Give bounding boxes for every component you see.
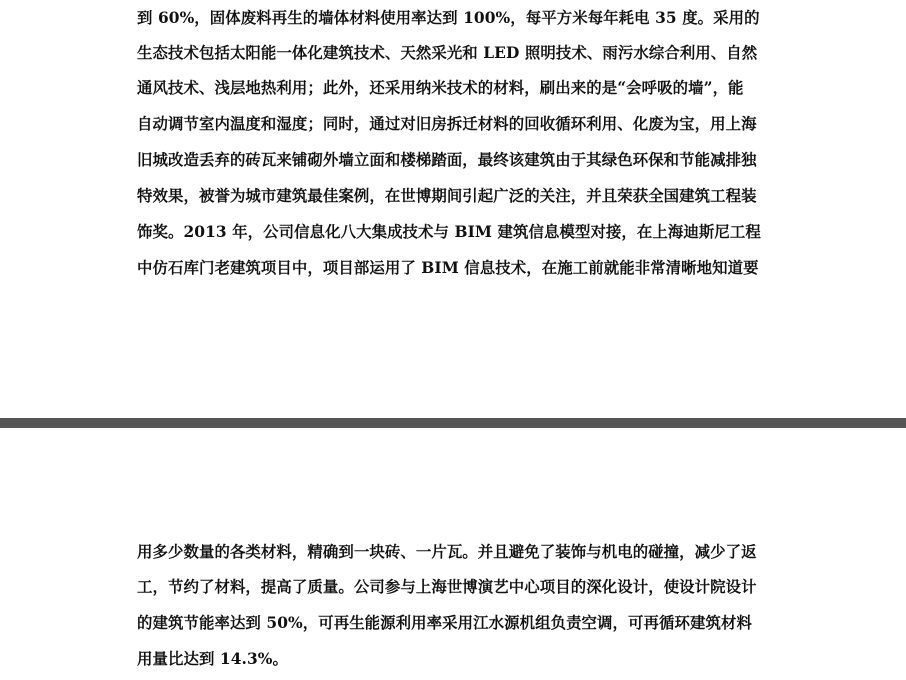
paragraph-line: 生态技术包括太阳能一体化建筑技术、天然采光和 LED 照明技术、雨污水综合利用、自然 xyxy=(137,44,758,62)
paragraph-line: 旧城改造丢弃的砖瓦来铺砌外墙立面和楼梯踏面，最终该建筑由于其绿色环保和节能减排独 xyxy=(137,151,757,169)
page-bottom xyxy=(0,428,906,680)
paragraph-line: 到 60%，固体废料再生的墙体材料使用率达到 100%，每平方米每年耗电 35 度。采用的 xyxy=(137,9,760,27)
paragraph-line: 自动调节室内温度和湿度；同时，通过对旧房拆迁材料的回收循环利用、化废为宝，用上海 xyxy=(137,115,757,133)
paragraph-line: 中仿石库门老建筑项目中，项目部运用了 BIM 信息技术，在施工前就能非常清晰地知道要 xyxy=(137,259,759,277)
paragraph-line: 工，节约了材料，提高了质量。公司参与上海世博演艺中心项目的深化设计，使设计院设计 xyxy=(137,578,757,596)
paragraph-line: 饰奖。2013 年，公司信息化八大集成技术与 BIM 建筑信息模型对接，在上海迪斯尼工程 xyxy=(137,223,761,241)
paragraph-line: 的建筑节能率达到 50%，可再生能源利用率采用江水源机组负责空调，可再循环建筑材料 xyxy=(137,614,752,632)
page-separator xyxy=(0,418,906,428)
paragraph-line: 用量比达到 14.3%。 xyxy=(137,650,289,668)
paragraph-line: 用多少数量的各类材料，精确到一块砖、一片瓦。并且避免了装饰与机电的碰撞，减少了返 xyxy=(137,543,757,561)
paragraph-line: 通风技术、浅层地热利用；此外，还采用纳米技术的材料，刷出来的是“会呼吸的墙”，能 xyxy=(137,79,744,97)
paragraph-line: 特效果，被誉为城市建筑最佳案例，在世博期间引起广泛的关注，并且荣获全国建筑工程装 xyxy=(137,187,757,205)
